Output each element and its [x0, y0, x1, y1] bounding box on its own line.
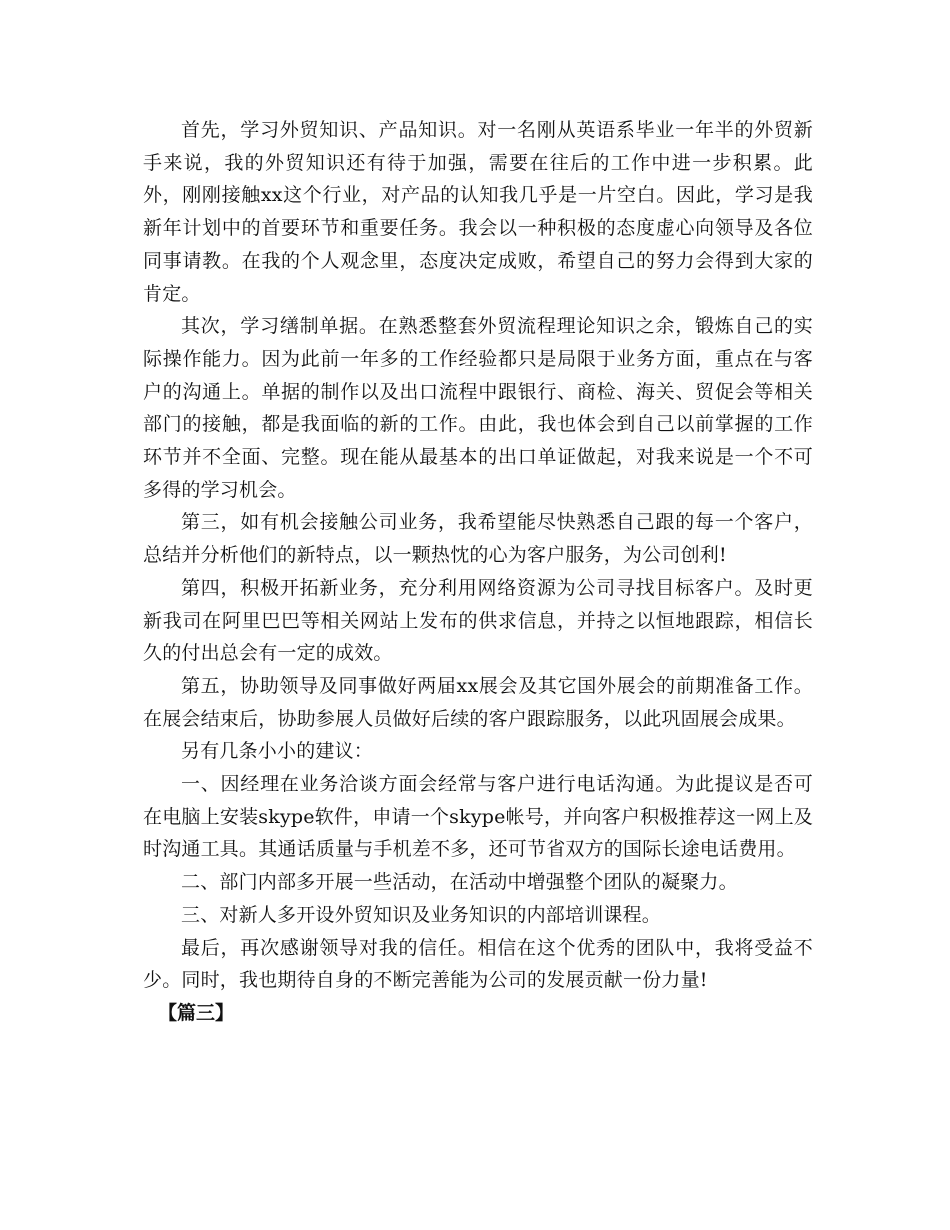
paragraph-suggestion-one: 一、因经理在业务洽谈方面会经常与客户进行电话沟通。为此提议是否可在电脑上安装skype软件，申请一个skype帐号，并向客户积极推荐这一网上及时沟通工具。其通话质量与手机差不多，还可节省双方的国际长途电话费用。 — [143, 773, 813, 861]
paragraph-first-study-knowledge: 首先，学习外贸知识、产品知识。对一名刚从英语系毕业一年半的外贸新手来说，我的外贸知识还有待于加强，需要在往后的工作中进一步积累。此外，刚刚接触xx这个行业，对产品的认知我几乎是一片空白。因此，学习是我新年计划中的首要环节和重要任务。我会以一种积极的态度虚心向领导及各位同事请教。在我的个人观念里，态度决定成败，希望自己的努力会得到大家的肯定。 — [143, 119, 813, 305]
paragraph-second-documents: 其次，学习缮制单据。在熟悉整套外贸流程理论知识之余，锻炼自己的实际操作能力。因为此前一年多的工作经验都只是局限于业务方面，重点在与客户的沟通上。单据的制作以及出口流程中跟银行、商检、海关、贸促会等相关部门的接触，都是我面临的新的工作。由此，我也体会到自己以前掌握的工作环节并不全面、完整。现在能从最基本的出口单证做起，对我来说是一个不可多得的学习机会。 — [143, 315, 813, 501]
paragraph-suggestion-three: 三、对新人多开设外贸知识及业务知识的内部培训课程。 — [181, 903, 662, 926]
paragraph-suggestions-intro: 另有几条小小的建议： — [181, 740, 374, 763]
paragraph-fifth-exhibitions: 第五，协助领导及同事做好两届xx展会及其它国外展会的前期准备工作。在展会结束后，协助参展人员做好后续的客户跟踪服务，以此巩固展会成果。 — [143, 674, 813, 730]
document-body — [143, 114, 813, 1030]
paragraph-third-clients: 第三，如有机会接触公司业务，我希望能尽快熟悉自己跟的每一个客户，总结并分析他们的新特点，以一颗热忱的心为客户服务，为公司创利! — [143, 511, 813, 567]
paragraph-fourth-new-business: 第四，积极开拓新业务，充分利用网络资源为公司寻找目标客户。及时更新我司在阿里巴巴等相关网站上发布的供求信息，并持之以恒地跟踪，相信长久的付出总会有一定的成效。 — [143, 576, 813, 665]
section-heading: 【篇三】 — [158, 1001, 235, 1024]
paragraph-closing: 最后，再次感谢领导对我的信任。相信在这个优秀的团队中，我将受益不少。同时，我也期待自身的不断完善能为公司的发展贡献一份力量! — [143, 936, 813, 992]
paragraph-suggestion-two: 二、部门内部多开展一些活动，在活动中增强整个团队的凝聚力。 — [181, 871, 738, 894]
